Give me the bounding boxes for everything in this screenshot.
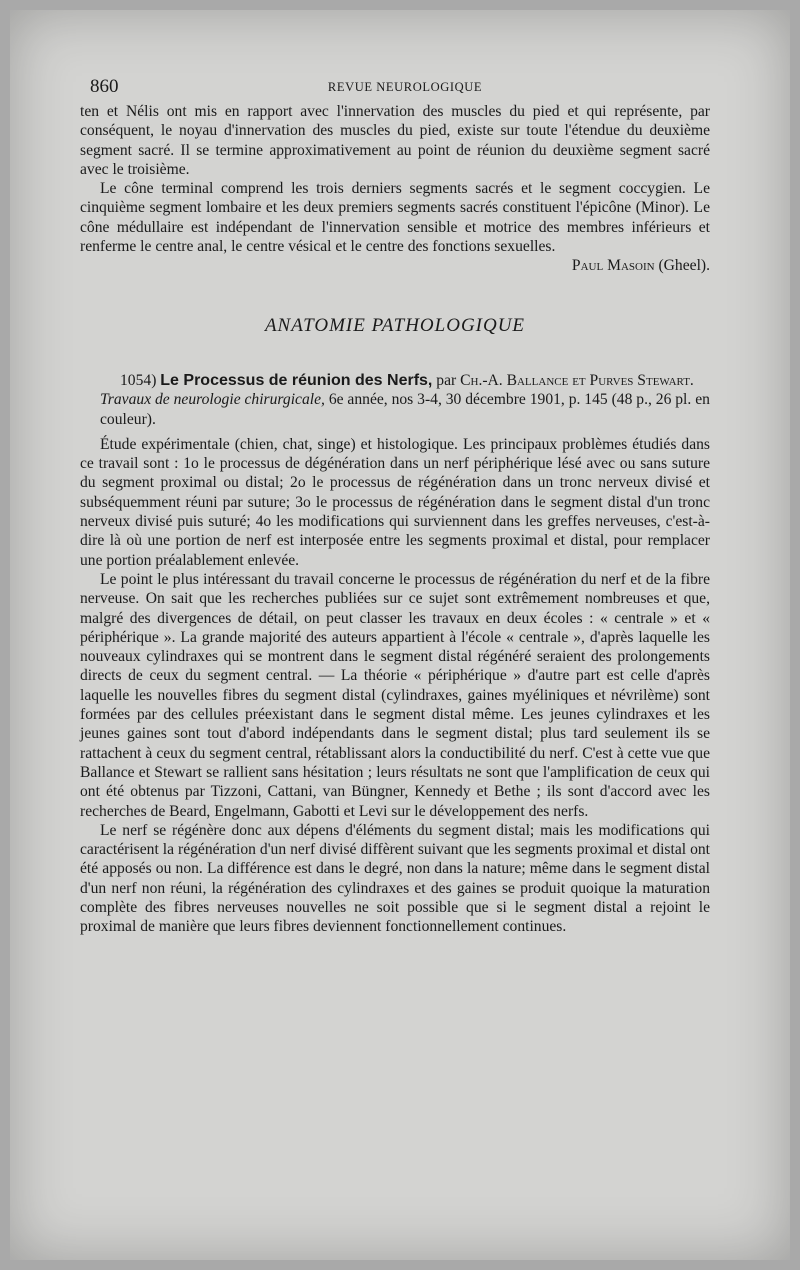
entry-title: Le Processus de réunion des Nerfs, xyxy=(160,371,433,389)
entry-citation xyxy=(80,371,710,429)
signature xyxy=(80,256,710,275)
body-paragraph: Le cône terminal comprend les trois derniers segments sacrés et le segment coccygien. Le cinquième segment lombaire et les deux premiers segments sacrés constituent l'épicône (Minor). Le cône médullaire est indépendant de l'innervation sensible et motrice des membres inférieurs et renferme le centre anal, le centre vésical et le centre des fonctions sexuelles. xyxy=(80,180,710,256)
section-heading: ANATOMIE PATHOLOGIQUE xyxy=(264,314,526,336)
page-number: 860 xyxy=(90,76,119,97)
document-body xyxy=(80,102,710,937)
body-paragraph: Le point le plus intéressant du travail concerne le processus de régénération du nerf et de la fibre nerveuse. On sait que les recherches publiées sur ce sujet sont extrêmement nombreuses et que, malgré des divergences de détail, on peut classer les travaux en deux écoles : « centrale » et « périphérique ». La grande majorité des auteurs appartient à l'école « centrale », d'après laquelle les nouveaux cylindraxes qui se montrent dans le segment distal régénéré seraient des prolongements directs de ceux du segment central. — La théorie « périphérique » d'autre part est celle d'après laquelle les nouvelles fibres du segment distal (cylindraxes, gaines myéliniques et névrilème) sont formées par des cellules préexistant dans le segment distal même. Les jeunes cylindraxes et les jeunes gaines sont tout d'abord indépendants dans le segment distal; plus tard seulement ils se rattachent à ceux du segment central, rétablissant alors la conductibilité du nerf. C'est à cette vue que Ballance et Stewart se rallient sans hésitation ; leurs résultats ne sont que l'amplification de ceux qui ont été obtenus par Tizzoni, Cattani, van Büngner, Kennedy et Bethe ; ils sont d'accord avec les recherches de Beard, Engelmann, Gabotti et Levi sur le développement des nerfs. xyxy=(80,570,710,820)
body-paragraph: Étude expérimentale (chien, chat, singe) et histologique. Les principaux problèmes étudiés dans ce travail sont : 1o le processus de dégénération dans un nerf périphérique lésé avec ou sans suture du segment proximal ou distal; 2o le processus de régénération dans un tronc nerveux divisé et subséquemment réuni par suture; 3o le processus de régénération dans le segment distal d'un tronc nerveux divisé puis suturé; 4o les modifications qui surviennent dans les greffes nerveuses, c'est-à-dire là où une portion de nerf est interposée entre les segments proximal et distal, pour remplacer une portion préalablement enlevée. xyxy=(80,435,710,569)
signature-name: Paul Masoin xyxy=(571,257,655,275)
body-paragraph: Le nerf se régénère donc aux dépens d'éléments du segment distal; mais les modifications qui caractérisent la régénération d'un nerf divisé diffèrent suivant que les segments proximal et distal ont été apposés ou non. La différence est dans le degré, non dans la nature; même dans le segment distal d'un nerf non réuni, la régénération des cylindraxes et des gaines se produit quoique la maturation complète des fibres nerveuses nouvelles ne soit possible que si le segment distal a rejoint le proximal de manière que leurs fibres deviennent fonctionnellement continues. xyxy=(80,821,710,936)
continuation-paragraph: ten et Nélis ont mis en rapport avec l'innervation des muscles du pied et qui représente, par conséquent, le noyau d'innervation des muscles du pied, existe sur toute l'étendue du deuxième segment sacré. Il se termine approximativement au point de réunion du deuxième segment sacré avec le troisième. xyxy=(80,103,710,178)
page-header xyxy=(90,76,720,100)
entry-authors: Ch.-A. Ballance et Purves Stewart. xyxy=(460,371,694,389)
running-title: REVUE NEUROLOGIQUE xyxy=(327,80,483,94)
entry-number: 1054) xyxy=(120,371,161,389)
signature-place: (Gheel). xyxy=(654,257,710,275)
entry-source-details: 6e année, nos 3-4, 30 décembre 1901, p. 145 (48 p., 26 pl. en couleur). xyxy=(100,391,710,428)
entry-journal: Travaux de neurologie chirurgicale, xyxy=(100,391,325,409)
entry-by: par xyxy=(432,371,461,389)
